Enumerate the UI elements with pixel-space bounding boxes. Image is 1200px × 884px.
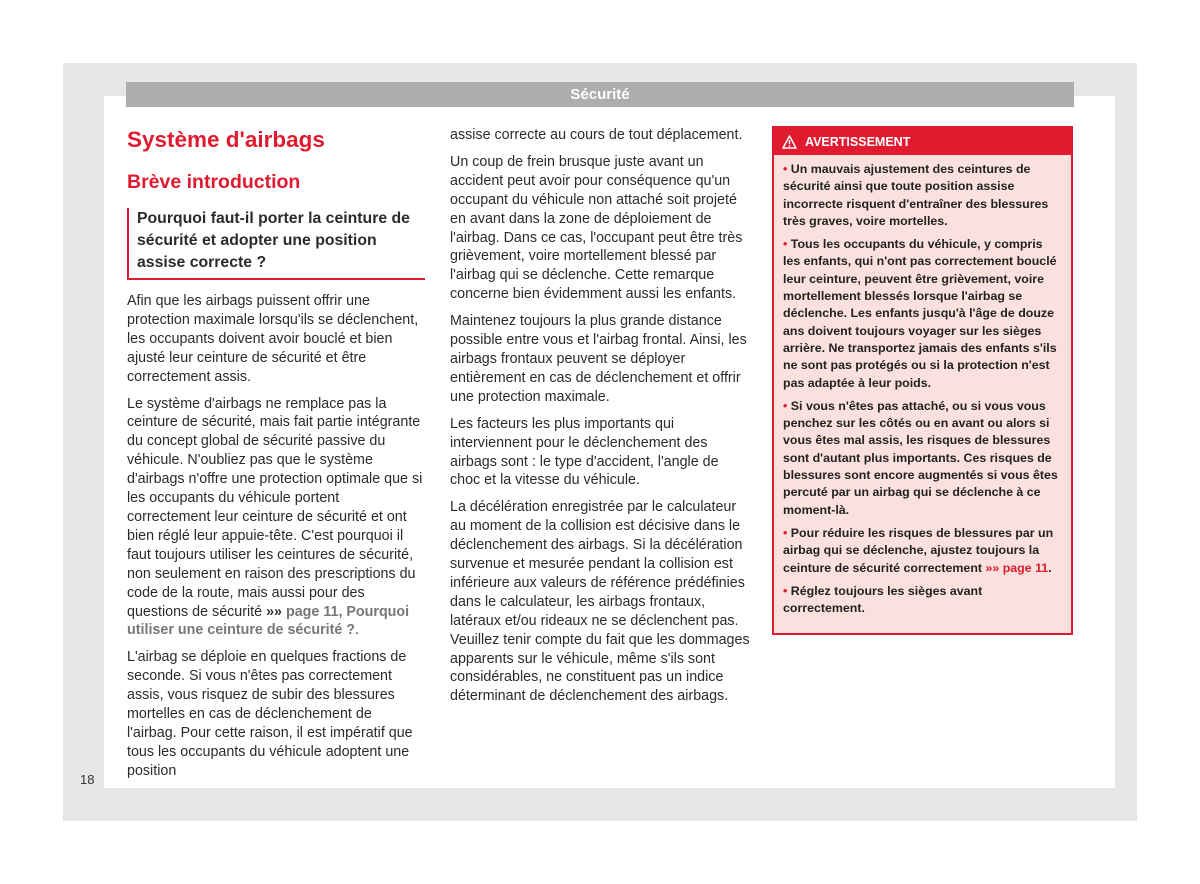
warning-body <box>774 155 1071 617</box>
paragraph: La décélération enregistrée par le calculateur au moment de la collision est décisive dans le déclenchement des airbags. Si la décélération survenue et mesurée pendant la collision est inférieure aux valeurs de référence prédéfinies dans le calculateur, les airbags frontaux, latéraux et/ou rideaux ne se déclenchent pas. Veuillez tenir compte du fait que les dommages apparents sur le véhicule, même s'ils sont considérables, ne constituent pas un indice déterminant de déclenchement des airbags. <box>450 499 750 705</box>
warning-item <box>783 583 1063 618</box>
bullet: • <box>783 398 788 413</box>
cross-reference-arrows: »» <box>266 603 282 620</box>
paragraph: assise correcte au cours de tout déplacement. <box>450 127 743 143</box>
warning-header <box>774 128 1071 155</box>
warning-item-text: Réglez toujours les sièges avant correctement. <box>783 583 983 616</box>
paragraph: Maintenez toujours la plus grande distance possible entre vous et l'airbag frontal. Ainsi, les airbags frontaux peuvent se déployer entièrement en cas de déclenchement et offrir une protection maximale. <box>450 313 747 405</box>
bullet: • <box>783 583 788 598</box>
page-number: 18 <box>80 772 95 787</box>
paragraph: Afin que les airbags puissent offrir une protection maximale lorsqu'ils se déclenchent, les occupants doivent avoir bouclé et bien ajusté leur ceinture de sécurité et être correctement assis. <box>127 293 419 385</box>
warning-item <box>783 398 1063 519</box>
warning-item-text: Si vous n'êtes pas attaché, ou si vous vous penchez sur les côtés ou en avant ou alors si vous êtes mal assis, les risques de blessures sont d'autant plus importants. Ces risques de blessures sont encore augmentés si vous êtes percuté par un airbag qui se déclenche à ce moment-là. <box>783 398 1058 517</box>
warning-cross-reference-link[interactable]: »» page 11 <box>985 560 1049 575</box>
warning-item-text: Tous les occupants du véhicule, y compris les enfants, qui n'ont pas correctement bouclé leur ceinture, peuvent être grièvement, voire mortellement blessés lorsque l'airbag se déclenche. Les enfants jusqu'à l'âge de douze ans doivent toujours voyager sur les sièges arrière. Ne transportez jamais des enfants s'ils ne sont pas protégés ou si la protection n'est pas adaptée à leur poids. <box>783 237 1057 390</box>
paragraph: Un coup de frein brusque juste avant un accident peut avoir pour conséquence qu'un occupant du véhicule non attaché soit projeté en avant dans la zone de déploiement de l'airbag. Dans ce cas, l'occupant peut être très grièvement, voire mortellement blessé par l'airbag qui se déclenche. Cette remarque concerne bien évidemment aussi les enfants. <box>450 153 743 303</box>
warning-title: AVERTISSEMENT <box>805 134 911 149</box>
bullet: • <box>783 162 788 176</box>
bullet: • <box>783 525 788 540</box>
page-title: Système d'airbags <box>127 127 325 152</box>
warning-item-text: Un mauvais ajustement des ceintures de sécurité ainsi que toute position assise incorrecte risquent d'entraîner des blessures très graves, voire mortelles. <box>783 162 1049 228</box>
warning-item-text: Pour réduire les risques de blessures par un airbag qui se déclenche, ajustez toujours la ceinture de sécurité correctement <box>783 525 1054 575</box>
paragraph <box>127 395 425 641</box>
warning-box <box>772 126 1073 635</box>
warning-item <box>783 525 1063 577</box>
section-header: Sécurité <box>126 82 1074 107</box>
middle-column <box>450 126 750 714</box>
question-heading: Pourquoi faut-il porter la ceinture de sécurité et adopter une position assise correcte ? <box>127 208 425 280</box>
left-column <box>127 126 425 789</box>
warning-item-end: . <box>1048 560 1052 575</box>
paragraph: L'airbag se déploie en quelques fractions de seconde. Si vous n'êtes pas correctement assis, vous risquez de subir des blessures mortelles en cas de déclenchement de l'airbag. Pour cette raison, il est impératif que tous les occupants du véhicule adoptent une position <box>127 649 413 779</box>
paragraph: Les facteurs les plus importants qui interviennent pour le déclenchement des airbags sont : le type d'accident, l'angle de choc et la vitesse du véhicule. <box>450 415 719 489</box>
bullet: • <box>783 237 788 252</box>
section-subtitle: Brève introduction <box>127 171 301 193</box>
paragraph-end: . <box>355 622 360 639</box>
cross-reference-link[interactable]: page 11, Pourquoi utiliser une ceinture de sécurité ? <box>127 603 410 639</box>
warning-item <box>783 161 1063 230</box>
warning-item <box>783 236 1063 392</box>
warning-triangle-icon <box>782 135 797 149</box>
paragraph-text: Le système d'airbags ne remplace pas la ceinture de sécurité, mais fait partie intégrante du concept global de sécurité passive du véhicule. N'oubliez pas que le système d'airbags n'offre une protection optimale que si les occupants du véhicule portent correctement leur ceinture de sécurité et ont bien réglé leur appuie-tête. C'est pourquoi il faut toujours utiliser les ceintures de sécurité, non seulement en raison des prescriptions du code de la route, mais aussi pour des questions de sécurité <box>127 395 423 620</box>
